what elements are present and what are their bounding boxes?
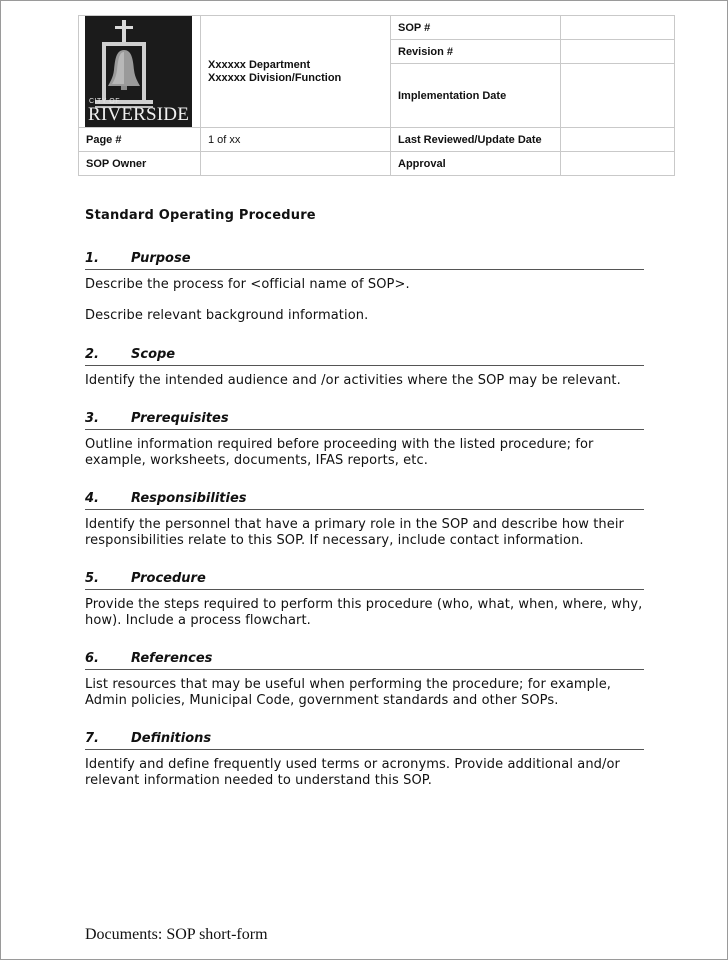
section-scope — [85, 347, 644, 404]
section-responsibilities — [85, 491, 644, 564]
implementation-date-label: Implementation Date — [391, 64, 561, 128]
section-heading — [85, 571, 644, 590]
section-number: 4. — [85, 491, 99, 506]
section-body — [85, 677, 644, 709]
sop-number-label: SOP # — [391, 16, 561, 40]
section-number: 2. — [85, 347, 99, 362]
revision-field[interactable] — [561, 40, 675, 64]
section-number: 7. — [85, 731, 99, 746]
section-body — [85, 597, 644, 629]
section-heading — [85, 491, 644, 510]
last-reviewed-field[interactable] — [561, 128, 675, 152]
section-number: 3. — [85, 411, 99, 426]
section-title: References — [131, 651, 213, 666]
section-title: Scope — [131, 347, 176, 362]
paragraph: Identify and define frequently used terms or acronyms. Provide additional and/or relevant information needed to understand this SOP. — [85, 757, 621, 788]
page-number-value: 1 of xx — [201, 128, 391, 152]
section-heading — [85, 251, 644, 270]
paragraph: Identify the intended audience and /or activities where the SOP may be relevant. — [85, 373, 621, 388]
section-body — [85, 437, 644, 469]
paragraph: List resources that may be useful when performing the procedure; for example, Admin policies, Municipal Code, government standards and other SOPs. — [85, 677, 612, 708]
department-cell — [201, 16, 391, 128]
approval-label: Approval — [391, 152, 561, 176]
logo-city-of-text: CITY OF — [89, 98, 120, 105]
paragraph: Describe the process for <official name of SOP>. — [85, 277, 410, 292]
section-heading — [85, 411, 644, 430]
section-body — [85, 373, 644, 389]
section-title: Procedure — [131, 571, 206, 586]
section-definitions — [85, 731, 644, 804]
document-title: Standard Operating Procedure — [85, 208, 316, 223]
section-references — [85, 651, 644, 724]
sop-owner-label: SOP Owner — [79, 152, 201, 176]
sop-owner-field[interactable] — [201, 152, 391, 176]
section-title: Purpose — [131, 251, 191, 266]
section-heading — [85, 731, 644, 750]
logo-riverside-text: RIVERSIDE — [88, 104, 190, 125]
section-title: Responsibilities — [131, 491, 247, 506]
section-prerequisites — [85, 411, 644, 484]
paragraph: Identify the personnel that have a primary role in the SOP and describe how their responsibilities relate to this SOP. If necessary, include contact information. — [85, 517, 624, 548]
paragraph: Provide the steps required to perform this procedure (who, what, when, where, why, how). Include a process flowchart. — [85, 597, 643, 628]
section-purpose — [85, 251, 644, 339]
division-name: Xxxxxx Division/Function — [208, 71, 342, 84]
section-title: Definitions — [131, 731, 212, 746]
city-of-riverside-logo — [85, 16, 192, 127]
page-footer: Documents: SOP short-form — [85, 926, 268, 943]
department-name: Xxxxxx Department — [208, 58, 311, 71]
sop-number-field[interactable] — [561, 16, 675, 40]
paragraph: Describe relevant background information. — [85, 308, 369, 323]
section-body — [85, 517, 644, 549]
section-procedure — [85, 571, 644, 644]
section-body — [85, 277, 644, 324]
revision-label: Revision # — [391, 40, 561, 64]
section-number: 1. — [85, 251, 99, 266]
implementation-date-field[interactable] — [561, 64, 675, 128]
last-reviewed-label: Last Reviewed/Update Date — [391, 128, 561, 152]
approval-field[interactable] — [561, 152, 675, 176]
logo-cell — [79, 16, 201, 128]
section-body — [85, 757, 644, 789]
section-title: Prerequisites — [131, 411, 229, 426]
paragraph: Outline information required before proceeding with the listed procedure; for example, worksheets, documents, IFAS reports, etc. — [85, 437, 594, 468]
section-heading — [85, 347, 644, 366]
section-number: 6. — [85, 651, 99, 666]
section-number: 5. — [85, 571, 99, 586]
section-heading — [85, 651, 644, 670]
sop-header-table — [78, 15, 675, 176]
page-number-label: Page # — [79, 128, 201, 152]
